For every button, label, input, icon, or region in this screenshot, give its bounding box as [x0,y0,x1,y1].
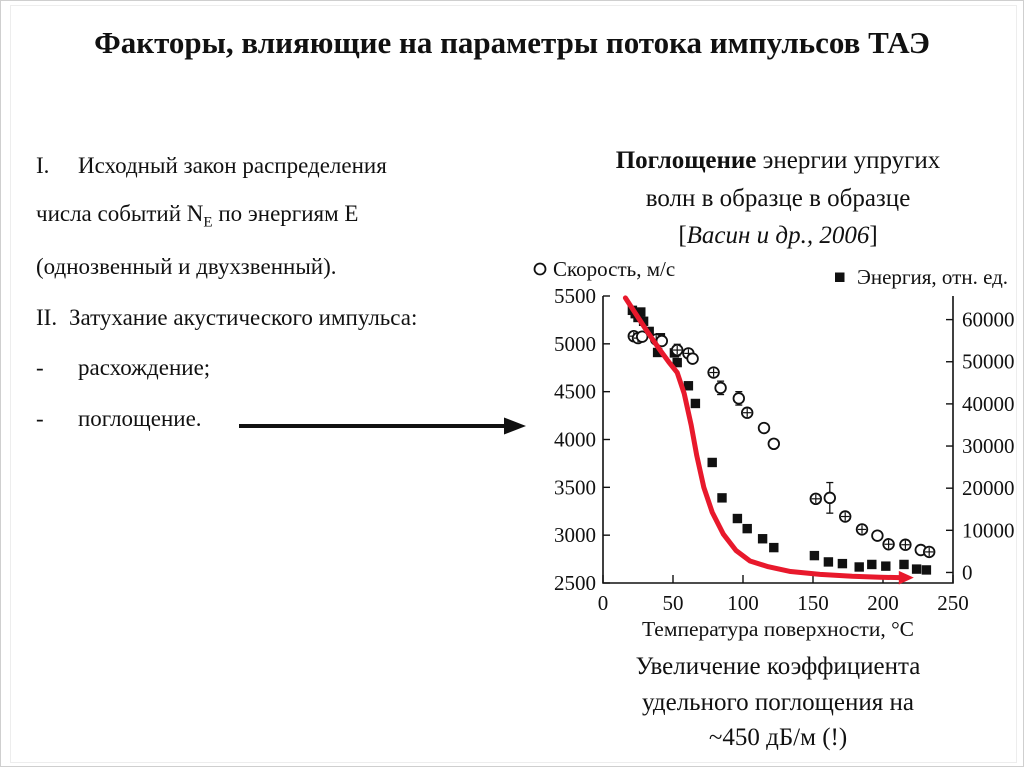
open-circle-icon [535,264,546,275]
svg-text:50000: 50000 [962,349,1015,374]
svg-text:2500: 2500 [554,571,596,595]
legend-velocity-label: Скорость, м/с [553,257,676,281]
list-item [36,343,531,394]
svg-text:100: 100 [727,591,759,615]
filled-square-icon [835,273,845,283]
figure-heading [531,142,1024,255]
list-item [36,141,531,192]
svg-text:200: 200 [867,591,899,615]
svg-text:4500: 4500 [554,379,596,404]
x-axis-label: Температура поверхности, °С [641,617,915,641]
list-item-text: поглощение. [78,405,202,431]
chart-legend [535,257,1009,289]
list-item [36,293,531,344]
figure-heading-line1: Поглощение энергии упругих [615,147,941,174]
chart-svg [526,251,1024,646]
arrow-to-chart-icon [236,414,528,438]
page-title: Факторы, влияющие на параметры потока импульсов ТАЭ [94,25,930,60]
svg-text:3500: 3500 [554,475,596,500]
svg-text:30000: 30000 [962,434,1015,459]
bullet-marker: - [36,405,44,431]
list-item-continuation [36,242,531,293]
figure-caption [531,649,1024,756]
list-marker: I. [36,153,50,179]
list-item-text: Затухание акустического импульса: [69,304,418,330]
bullet-marker: - [36,355,44,381]
figure-heading-line2: волн в образце в образце [645,184,911,212]
list-marker: II. [36,304,58,330]
figure-caption-line1: Увеличение коэффициента [635,653,921,680]
list-item-text: числа событий $N_Е$ по энергиям Е [36,201,359,232]
legend-energy-label: Энергия, отн. ед. [857,265,1009,289]
list-item-text: (однозвенный и двухзвенный). [36,254,337,280]
svg-text:150: 150 [797,591,829,615]
figure-caption-line3: ~450 дБ/м (!) [708,724,848,751]
svg-text:250: 250 [937,591,969,615]
list-item-continuation [36,192,531,243]
figure-chart [526,251,1024,646]
svg-text:3000: 3000 [554,523,596,548]
svg-text:60000: 60000 [962,307,1015,332]
left-text-panel [36,141,531,444]
svg-text:0: 0 [597,591,609,615]
figure-caption-line2: удельного поглощения на [641,688,915,716]
svg-text:5500: 5500 [554,284,596,308]
svg-text:50: 50 [662,591,684,615]
chart-axes [554,284,1015,641]
svg-text:20000: 20000 [962,476,1015,501]
subscript: Е [203,215,213,232]
svg-text:10000: 10000 [962,518,1015,543]
svg-text:40000: 40000 [962,391,1015,416]
list-item-text: расхождение; [78,355,211,381]
svg-text:4000: 4000 [554,427,596,452]
list-item-text: Исходный закон распределения [78,153,387,179]
figure-citation: [Васин и др., 2006] [678,222,878,249]
svg-text:0: 0 [962,560,973,585]
svg-text:5000: 5000 [554,331,596,356]
